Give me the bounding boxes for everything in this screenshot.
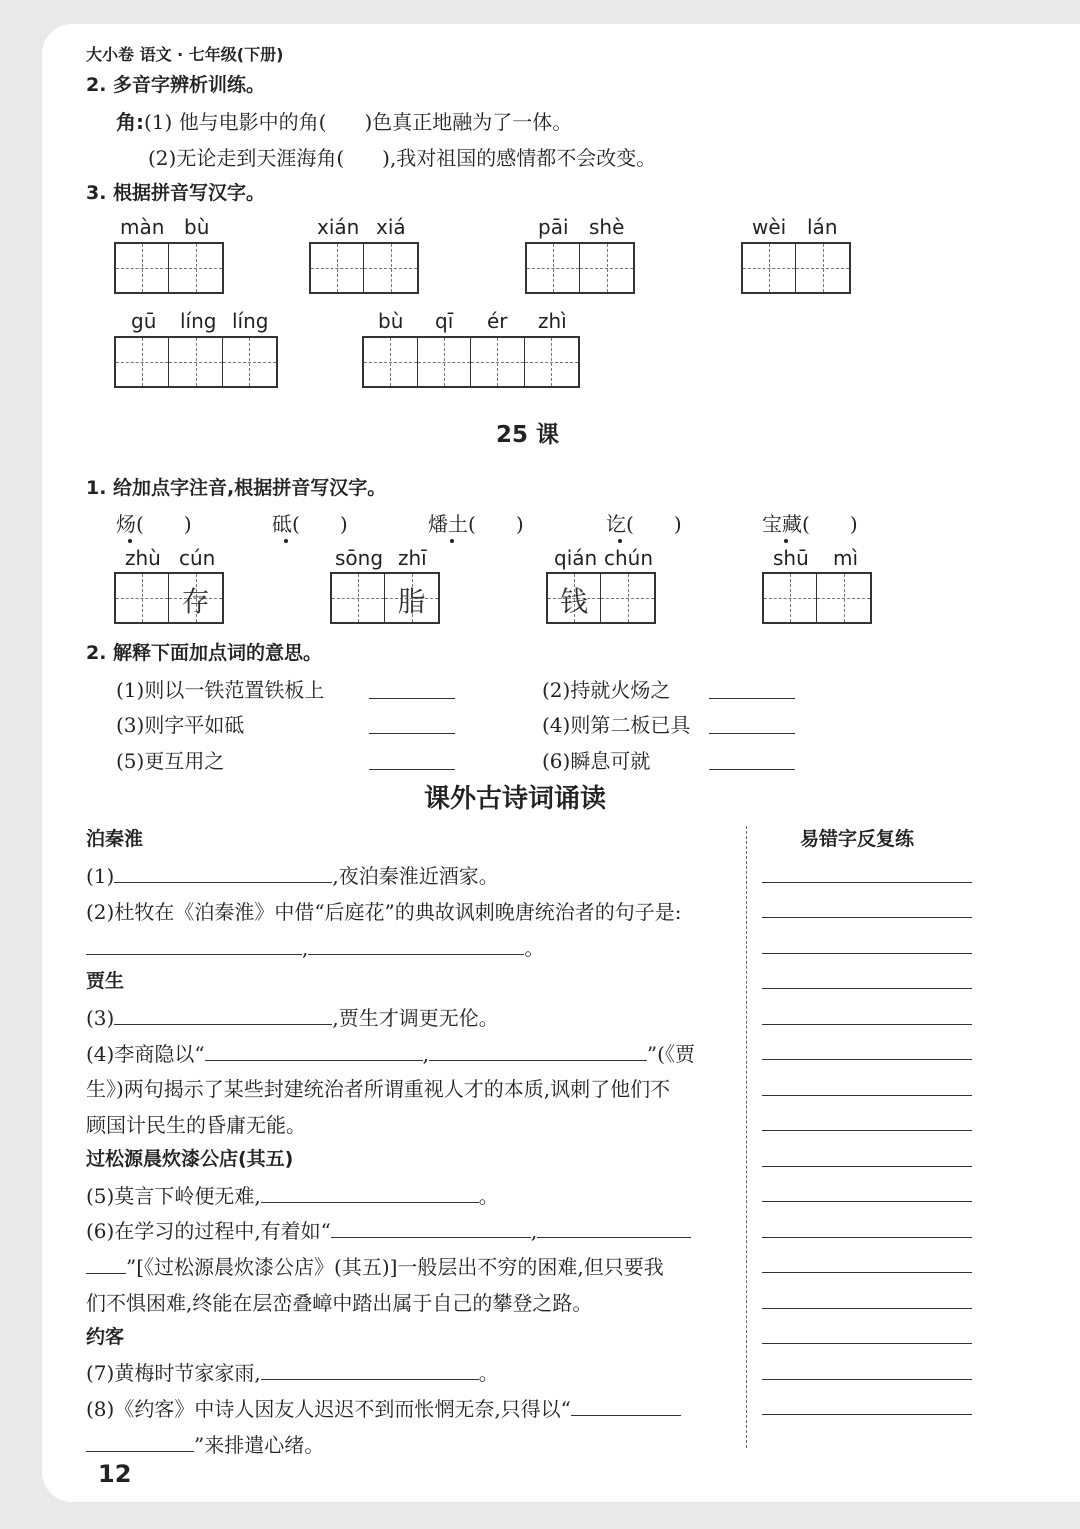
answer-blank[interactable] bbox=[86, 934, 302, 955]
answer-blank[interactable] bbox=[114, 1004, 332, 1025]
lesson-q1-title: 1. 给加点字注音,根据拼音写汉字。 bbox=[86, 477, 387, 499]
answer-blank[interactable] bbox=[86, 1253, 126, 1274]
polyphone-line-1: 角:(1) 他与电影中的角( )色真正地融为了一体。 bbox=[116, 110, 573, 134]
annot-item: 炀( ) bbox=[116, 512, 192, 536]
answer-blank[interactable] bbox=[571, 1395, 681, 1416]
practice-line[interactable] bbox=[762, 1272, 972, 1273]
poem-q6: (6)在学习的过程中,有着如“ , bbox=[86, 1215, 691, 1244]
explain-item: (4)则第二板已具 bbox=[542, 713, 691, 737]
answer-blank[interactable] bbox=[205, 1040, 423, 1061]
char-grid[interactable] bbox=[762, 572, 872, 624]
answer-blank[interactable] bbox=[261, 1182, 479, 1203]
char-grid[interactable]: 脂 bbox=[330, 572, 440, 624]
practice-line[interactable] bbox=[762, 1237, 972, 1238]
practice-line[interactable] bbox=[762, 882, 972, 883]
practice-line[interactable] bbox=[762, 1343, 972, 1344]
practice-line[interactable] bbox=[762, 953, 972, 954]
char-grid[interactable] bbox=[525, 242, 635, 294]
pinyin-label: qī bbox=[435, 309, 454, 333]
poem-q4-line3: 顾国计民生的昏庸无能。 bbox=[86, 1113, 306, 1137]
pinyin-label: ér bbox=[487, 309, 508, 333]
practice-line[interactable] bbox=[762, 988, 972, 989]
pinyin-label: bù bbox=[378, 309, 404, 333]
explain-item: (2)持就火炀之 bbox=[542, 678, 671, 702]
pinyin-label: sōng bbox=[335, 546, 384, 570]
pinyin-label: líng bbox=[232, 309, 269, 333]
pinyin-label: zhù bbox=[125, 546, 161, 570]
char-grid[interactable] bbox=[114, 242, 224, 294]
explain-item: (5)更互用之 bbox=[116, 749, 225, 773]
pinyin-label: líng bbox=[180, 309, 217, 333]
practice-line[interactable] bbox=[762, 1379, 972, 1380]
pinyin-label: qián bbox=[554, 546, 598, 570]
polyphone-line-2: (2)无论走到天涯海角( ),我对祖国的感情都不会改变。 bbox=[148, 146, 657, 170]
poem-q6-line3: 们不惧困难,终能在层峦叠嶂中踏出属于自己的攀登之路。 bbox=[86, 1291, 593, 1315]
answer-blank[interactable] bbox=[308, 934, 524, 955]
annot-item: 砥( ) bbox=[272, 512, 348, 536]
pinyin-label: cún bbox=[179, 546, 216, 570]
explain-item: (6)瞬息可就 bbox=[542, 749, 651, 773]
poem-q4: (4)李商隐以“ , ”(《贾 bbox=[86, 1042, 695, 1066]
answer-blank[interactable] bbox=[709, 676, 795, 699]
char-grid[interactable]: 存 bbox=[114, 572, 224, 624]
pinyin-label: lán bbox=[807, 215, 838, 239]
char-grid[interactable] bbox=[309, 242, 419, 294]
poem-q8-line2: ”来排遣心绪。 bbox=[86, 1429, 324, 1458]
q3-title: 3. 根据拼音写汉字。 bbox=[86, 182, 266, 204]
char-grid[interactable]: 钱 bbox=[546, 572, 656, 624]
answer-blank[interactable] bbox=[331, 1217, 531, 1238]
book-title: 大小卷 语文 · 七年级(下册) bbox=[86, 45, 284, 64]
practice-line[interactable] bbox=[762, 1414, 972, 1415]
pinyin-label: bù bbox=[184, 215, 210, 239]
poem-title: 贾生 bbox=[86, 970, 125, 992]
pinyin-label: wèi bbox=[752, 215, 787, 239]
poem-q2-answer: , 。 bbox=[86, 932, 544, 961]
annot-item: 燔土( ) bbox=[428, 512, 524, 536]
practice-line[interactable] bbox=[762, 1201, 972, 1202]
lesson-title: 25 课 bbox=[496, 422, 560, 448]
answer-blank[interactable] bbox=[261, 1359, 479, 1380]
practice-line[interactable] bbox=[762, 1308, 972, 1309]
poem-q4-line2: 生》)两句揭示了某些封建统治者所谓重视人才的本质,讽刺了他们不 bbox=[86, 1077, 671, 1101]
answer-blank[interactable] bbox=[114, 862, 332, 883]
answer-blank[interactable] bbox=[429, 1040, 647, 1061]
answer-blank[interactable] bbox=[369, 711, 455, 734]
practice-line[interactable] bbox=[762, 1166, 972, 1167]
answer-blank[interactable] bbox=[709, 711, 795, 734]
explain-item: (3)则字平如砥 bbox=[116, 713, 245, 737]
side-column-title: 易错字反复练 bbox=[800, 828, 915, 850]
pinyin-label: chún bbox=[604, 546, 654, 570]
poem-q6-line2: ”[《过松源晨炊漆公店》(其五)]一般层出不穷的困难,但只要我 bbox=[86, 1251, 664, 1280]
poem-title: 约客 bbox=[86, 1326, 125, 1348]
pinyin-label: shè bbox=[589, 215, 625, 239]
poem-q1: (1) ,夜泊秦淮近酒家。 bbox=[86, 864, 499, 888]
char-grid[interactable] bbox=[362, 336, 580, 388]
lesson-q2-title: 2. 解释下面加点词的意思。 bbox=[86, 642, 323, 664]
pinyin-label: mì bbox=[833, 546, 859, 570]
practice-line[interactable] bbox=[762, 917, 972, 918]
char-grid[interactable] bbox=[114, 336, 278, 388]
column-divider bbox=[746, 826, 747, 1448]
answer-blank[interactable] bbox=[537, 1217, 691, 1238]
poem-q3: (3) ,贾生才调更无伦。 bbox=[86, 1006, 499, 1030]
poem-q2: (2)杜牧在《泊秦淮》中借“后庭花”的典故讽刺晚唐统治者的句子是: bbox=[86, 900, 682, 924]
poem-title: 过松源晨炊漆公店(其五) bbox=[86, 1148, 294, 1170]
annot-item: 讫( ) bbox=[606, 512, 682, 536]
poem-q8: (8)《约客》中诗人因友人迟迟不到而怅惘无奈,只得以“ bbox=[86, 1393, 681, 1422]
explain-item: (1)则以一铁范置铁板上 bbox=[116, 678, 325, 702]
practice-line[interactable] bbox=[762, 1130, 972, 1131]
poem-q5: (5)莫言下岭便无难, 。 bbox=[86, 1184, 499, 1208]
practice-line[interactable] bbox=[762, 1024, 972, 1025]
answer-blank[interactable] bbox=[709, 747, 795, 770]
poem-title: 泊秦淮 bbox=[86, 828, 144, 850]
pinyin-label: xián bbox=[317, 215, 360, 239]
q2-title: 2. 多音字辨析训练。 bbox=[86, 74, 266, 96]
answer-blank[interactable] bbox=[369, 747, 455, 770]
pinyin-label: màn bbox=[120, 215, 165, 239]
pinyin-label: shū bbox=[773, 546, 809, 570]
practice-line[interactable] bbox=[762, 1059, 972, 1060]
answer-blank[interactable] bbox=[369, 676, 455, 699]
pinyin-label: zhī bbox=[398, 546, 427, 570]
page-number: 12 bbox=[98, 1460, 132, 1488]
poems-section-title: 课外古诗词诵读 bbox=[424, 784, 607, 814]
practice-line[interactable] bbox=[762, 1095, 972, 1096]
char-grid[interactable] bbox=[741, 242, 851, 294]
poem-q7: (7)黄梅时节家家雨, 。 bbox=[86, 1361, 499, 1385]
answer-blank[interactable] bbox=[86, 1431, 194, 1452]
pinyin-label: zhì bbox=[538, 309, 567, 333]
pinyin-label: xiá bbox=[376, 215, 406, 239]
annot-item: 宝藏( ) bbox=[762, 512, 858, 536]
pinyin-label: gū bbox=[131, 309, 157, 333]
pinyin-label: pāi bbox=[538, 215, 569, 239]
